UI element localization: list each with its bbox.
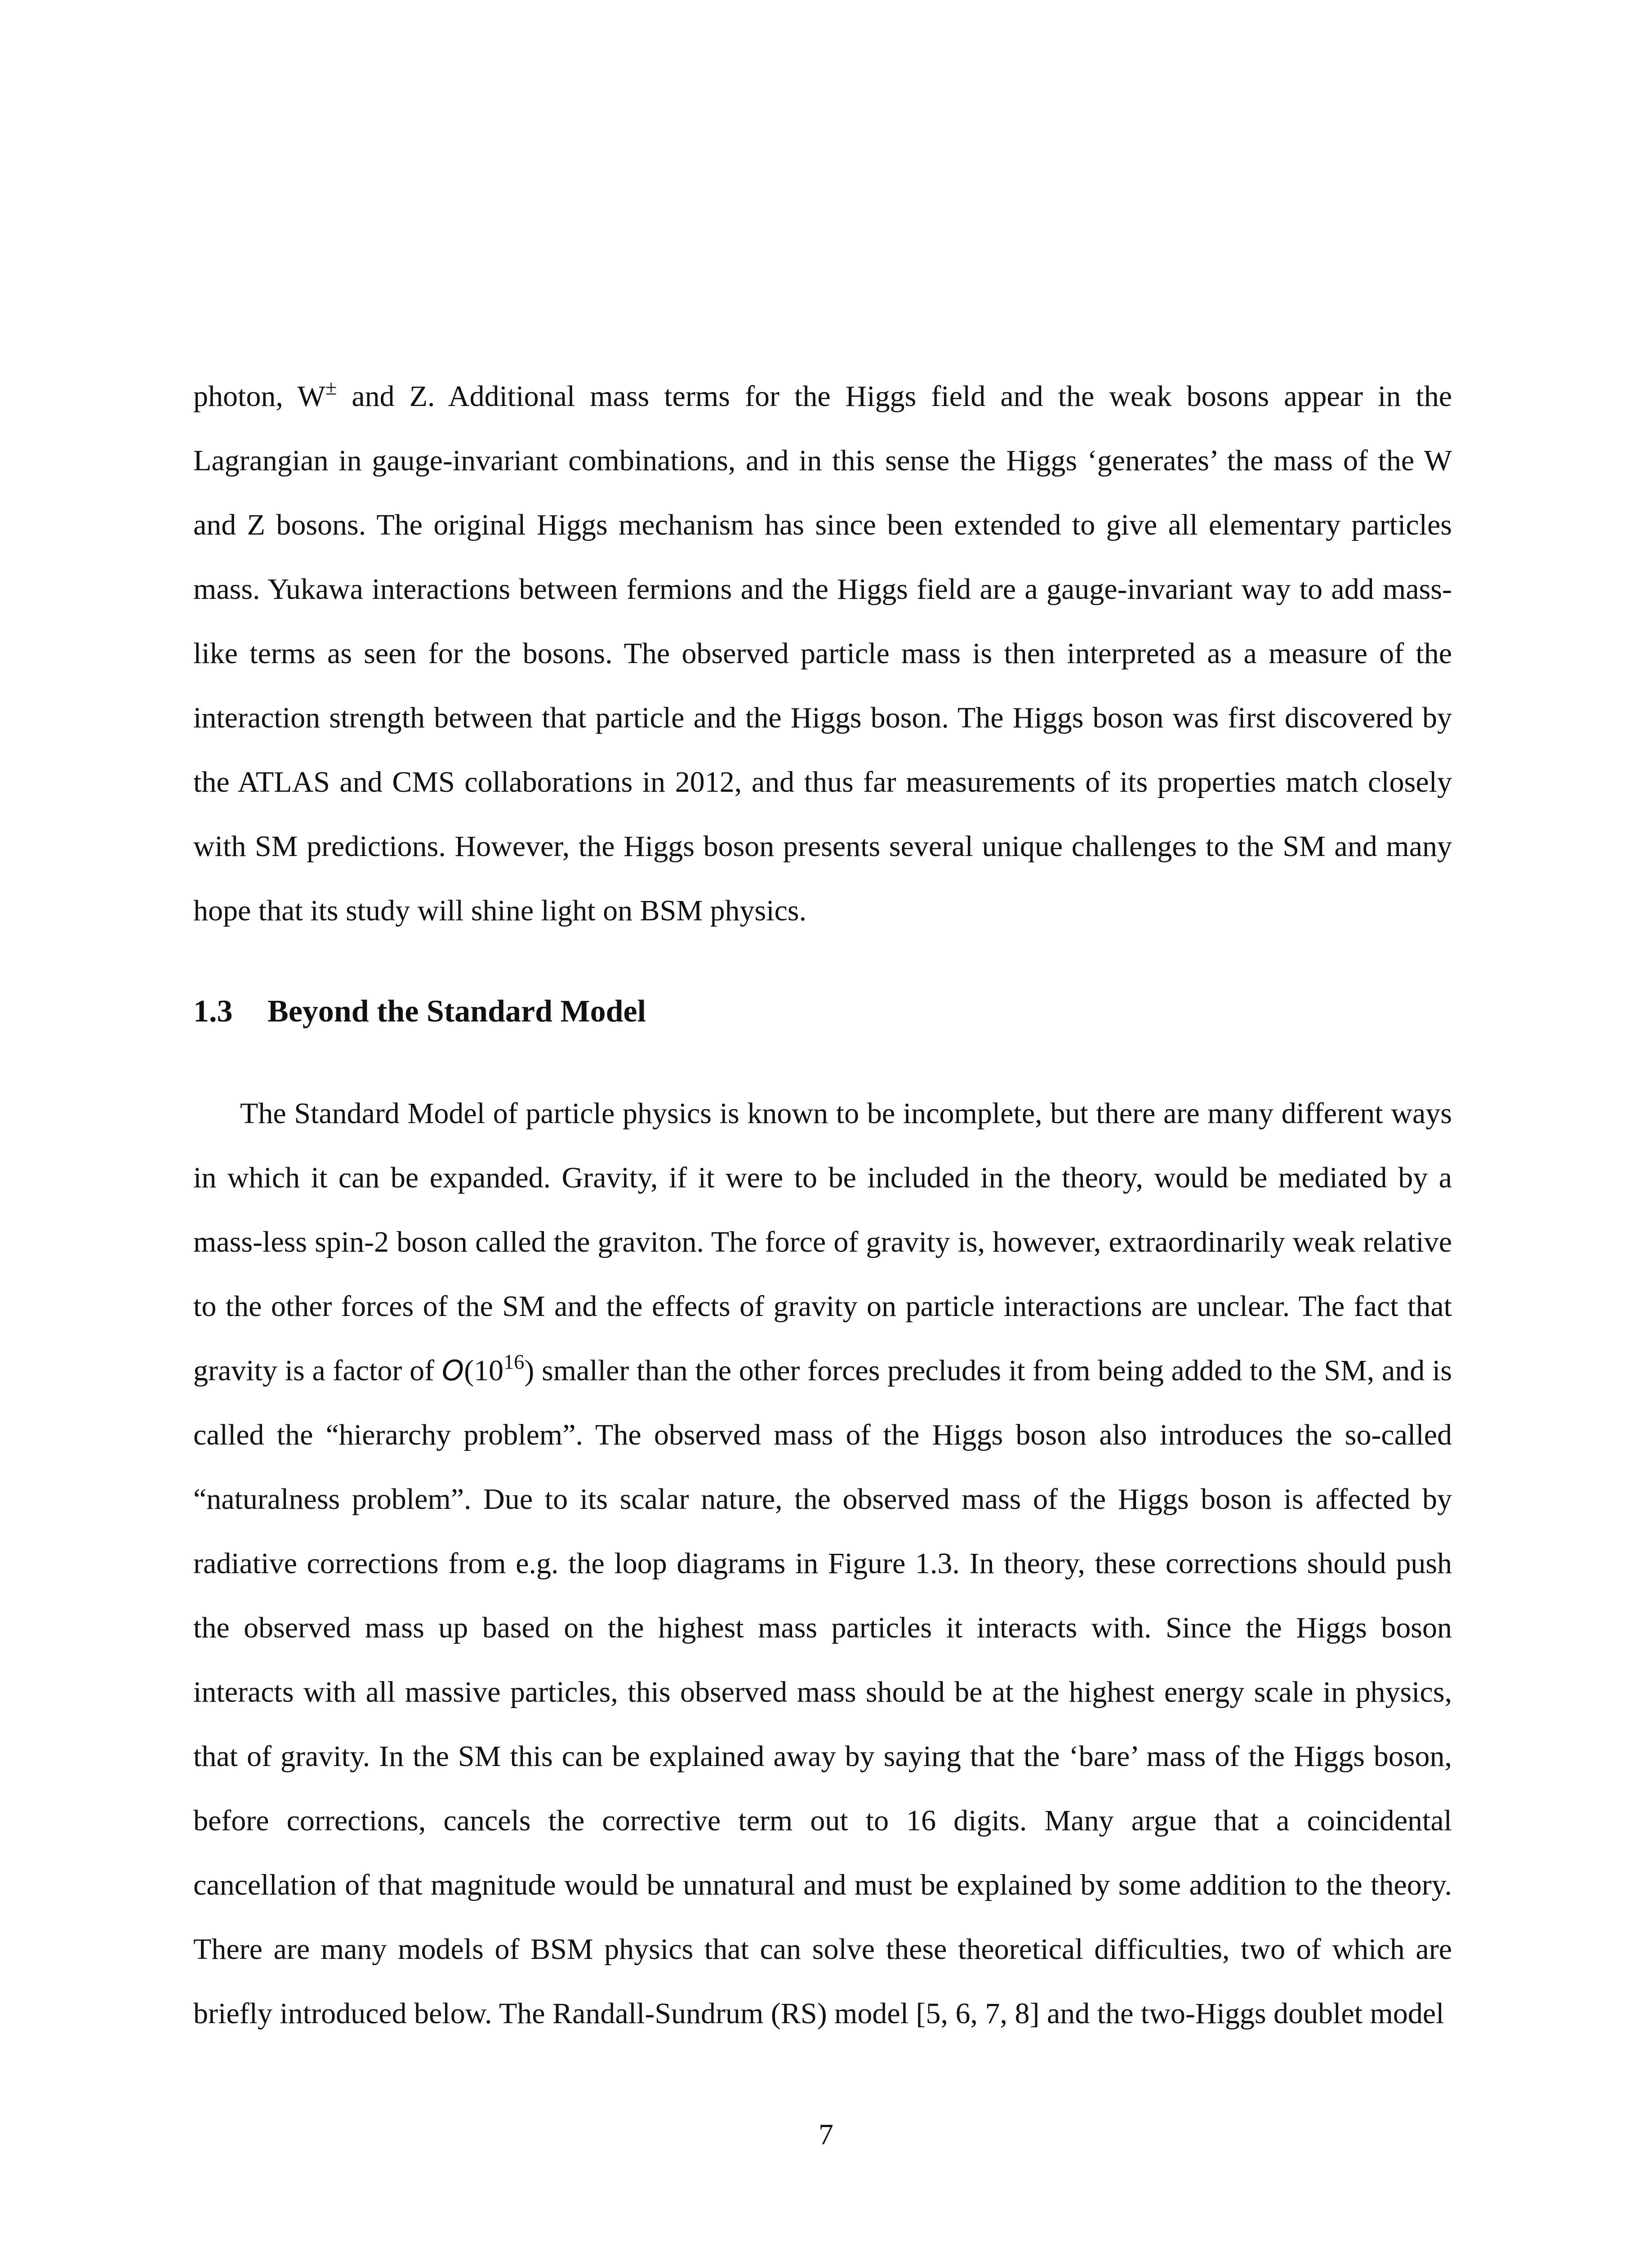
page-number: 7 [819, 2118, 833, 2151]
section-number: 1.3 [193, 994, 233, 1029]
big-o-close: ) [524, 1354, 534, 1387]
big-o-open: (10 [464, 1354, 504, 1387]
exponent-superscript: 16 [503, 1350, 525, 1374]
paragraph-2-rest-text: smaller than the other forces precludes it from being added to the SM, and is called the “hierarchy problem”. The observed mass of the Higgs boson also introduces the so-called “naturalness problem”. Due to its scalar nature, the observed mass of the Higgs boson is affected by radiative corrections from e.g. the loop diagrams in Figure 1.3. In theory, these corrections should push the observed mass up based on the highest mass particles it interacts with. Since the Higgs boson interacts with all massive particles, this observed mass should be at the highest energy scale in physics, that of gravity. In the SM this can be explained away by saying that the ‘bare’ mass of the Higgs boson, before corrections, cancels the corrective term out to 16 digits. Many argue that a coincidental cancellation of that magnitude would be unnatural and must be explained by some addition to the theory. There are many models of BSM physics that can solve these theoretical difficulties, two of which are briefly introduced below. The Randall-Sundrum (RS) model [5, 6, 7, 8] and the two-Higgs doublet model [193, 1354, 1452, 2030]
body-paragraph-1 [193, 364, 1452, 943]
paragraph-1-body-text: and Z. Additional mass terms for the Higgs field and the weak bosons appear in the Lagrangian in gauge-invariant combinations, and in this sense the Higgs ‘generates’ the mass of the W and Z bosons. The original Higgs mechanism has since been extended to give all elementary particles mass. Yukawa interactions between fermions and the Higgs field are a gauge-invariant way to add mass-like terms as seen for the bosons. The observed particle mass is then interpreted as a measure of the interaction strength between that particle and the Higgs boson. The Higgs boson was first discovered by the ATLAS and CMS collaborations in 2012, and thus far measurements of its properties match closely with SM predictions. However, the Higgs boson presents several unique challenges to the SM and many hope that its study will shine light on BSM physics. [193, 380, 1452, 927]
order-of-magnitude-expression [441, 1350, 534, 1387]
w-boson-charge-superscript: ± [325, 376, 337, 399]
paragraph-1-start-text: photon, W [193, 380, 325, 413]
section-heading [193, 989, 646, 1034]
section-title: Beyond the Standard Model [267, 994, 646, 1029]
body-paragraph-2 [193, 1081, 1452, 2046]
big-o-symbol: O [441, 1354, 464, 1387]
paragraph-2-first-text: The Standard Model of particle physics is known to be incomplete, but there are many different ways in which it can be expanded. Gravity, if it were to be included in the theory, would be mediated by a mass-less spin-2 boson called the graviton. The force of gravity is, however, extraordinarily weak relative to the other forces of the SM and the effects of gravity on particle interactions are unclear. The fact that gravity is a factor of [193, 1097, 1452, 1387]
